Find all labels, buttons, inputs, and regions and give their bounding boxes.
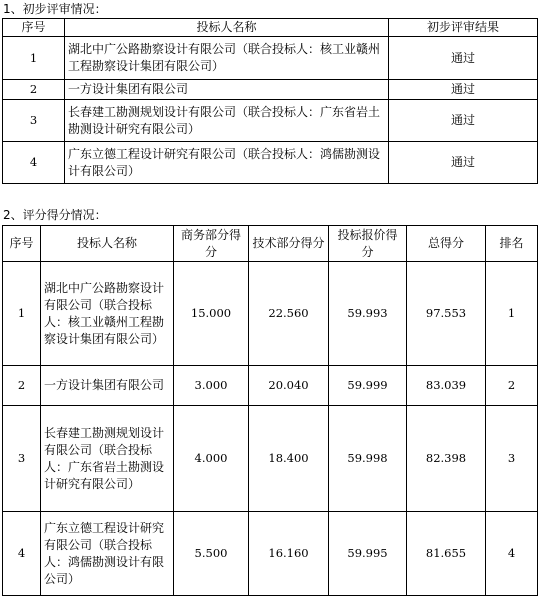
row-rank: 2	[486, 366, 538, 406]
row-tech-score: 16.160	[249, 512, 329, 596]
table-header-row	[3, 226, 538, 262]
row-rank: 3	[486, 406, 538, 512]
table-row	[3, 406, 538, 512]
row-no: 4	[3, 142, 65, 184]
row-no: 1	[3, 262, 41, 366]
row-result: 通过	[389, 37, 538, 80]
table-row	[3, 37, 538, 80]
table-header-row	[3, 19, 538, 37]
row-result: 通过	[389, 142, 538, 184]
preliminary-review-table	[2, 18, 538, 184]
row-no: 1	[3, 37, 65, 80]
row-no: 3	[3, 406, 41, 512]
row-total-score: 97.553	[407, 262, 486, 366]
row-price-score: 59.998	[329, 406, 407, 512]
header-bidder-name: 投标人名称	[41, 226, 174, 262]
row-no: 4	[3, 512, 41, 596]
table-row	[3, 100, 538, 142]
row-bidder-name: 广东立德工程设计研究有限公司（联合投标人：鸿儒勘测设计有限公司）	[41, 512, 174, 596]
row-rank: 1	[486, 262, 538, 366]
row-no: 2	[3, 366, 41, 406]
row-total-score: 81.655	[407, 512, 486, 596]
row-business-score: 15.000	[174, 262, 249, 366]
row-bidder-name: 长春建工勘测规划设计有限公司（联合投标人：广东省岩土勘测设计研究有限公司）	[65, 100, 389, 142]
row-total-score: 82.398	[407, 406, 486, 512]
row-total-score: 83.039	[407, 366, 486, 406]
row-business-score: 4.000	[174, 406, 249, 512]
header-price-score: 投标报价得分	[329, 226, 407, 262]
row-business-score: 5.500	[174, 512, 249, 596]
section2-title: 2、评分得分情况：	[3, 208, 107, 222]
row-business-score: 3.000	[174, 366, 249, 406]
header-no: 序号	[3, 226, 41, 262]
row-no: 2	[3, 80, 65, 100]
header-no: 序号	[3, 19, 65, 37]
row-tech-score: 20.040	[249, 366, 329, 406]
row-price-score: 59.999	[329, 366, 407, 406]
scoring-table	[2, 225, 538, 596]
table-row	[3, 366, 538, 406]
row-rank: 4	[486, 512, 538, 596]
table-row	[3, 142, 538, 184]
row-bidder-name: 一方设计集团有限公司	[65, 80, 389, 100]
header-total-score: 总得分	[407, 226, 486, 262]
row-price-score: 59.995	[329, 512, 407, 596]
table-row	[3, 80, 538, 100]
row-tech-score: 22.560	[249, 262, 329, 366]
table-row	[3, 512, 538, 596]
row-price-score: 59.993	[329, 262, 407, 366]
row-bidder-name: 湖北中广公路勘察设计有限公司（联合投标人：核工业赣州工程勘察设计集团有限公司）	[41, 262, 174, 366]
header-result: 初步评审结果	[389, 19, 538, 37]
header-bidder-name: 投标人名称	[65, 19, 389, 37]
row-result: 通过	[389, 100, 538, 142]
header-tech-score: 技术部分得分	[249, 226, 329, 262]
header-business-score: 商务部分得分	[174, 226, 249, 262]
row-tech-score: 18.400	[249, 406, 329, 512]
row-bidder-name: 长春建工勘测规划设计有限公司（联合投标人：广东省岩土勘测设计研究有限公司）	[41, 406, 174, 512]
row-no: 3	[3, 100, 65, 142]
table-row	[3, 262, 538, 366]
row-bidder-name: 一方设计集团有限公司	[41, 366, 174, 406]
section1-title: 1、初步评审情况：	[3, 2, 107, 16]
row-result: 通过	[389, 80, 538, 100]
header-rank: 排名	[486, 226, 538, 262]
row-bidder-name: 湖北中广公路勘察设计有限公司（联合投标人：核工业赣州工程勘察设计集团有限公司）	[65, 37, 389, 80]
row-bidder-name: 广东立德工程设计研究有限公司（联合投标人：鸿儒勘测设计有限公司）	[65, 142, 389, 184]
